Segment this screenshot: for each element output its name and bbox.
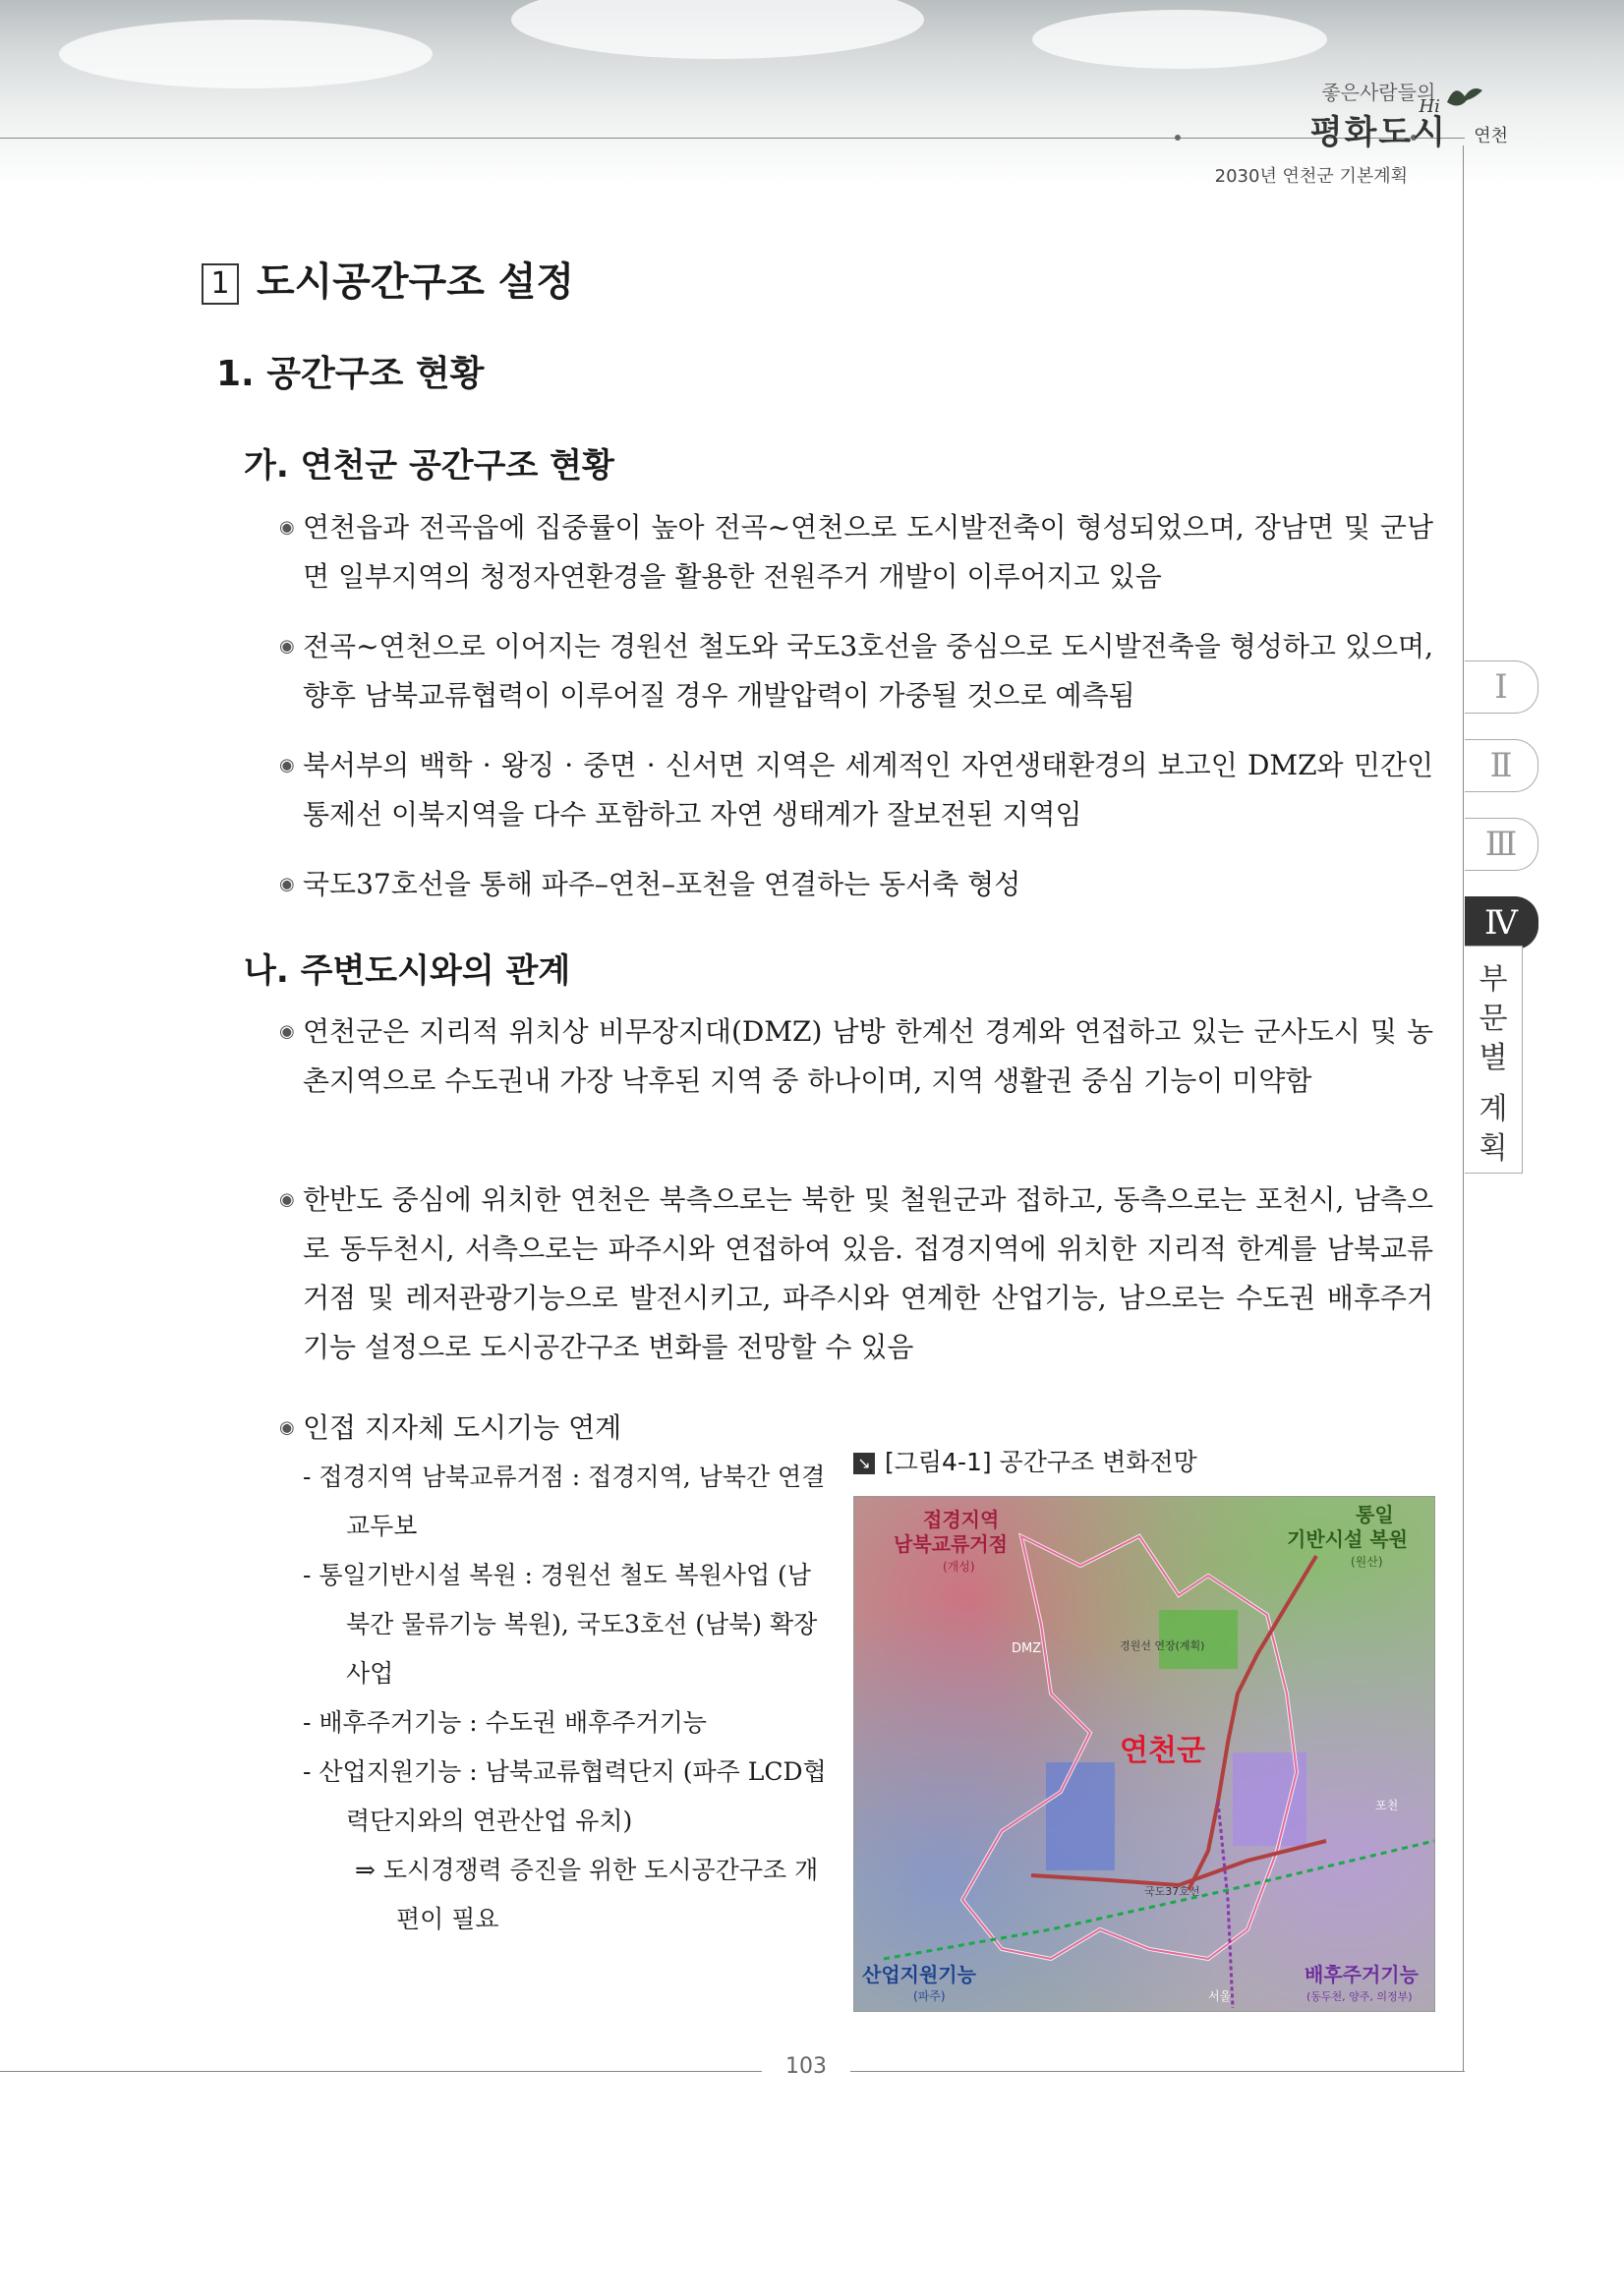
map-label-seoul: 서울 (1208, 1989, 1232, 2003)
figure-caption (853, 1443, 1197, 1478)
bird-logo-icon (1419, 83, 1484, 117)
map-label-dmz: DMZ (1012, 1641, 1042, 1656)
section-heading (202, 251, 574, 307)
chapter-side-label-text (1465, 947, 1522, 1169)
map-label-railway: 경원선 연장(계획) (1120, 1639, 1205, 1652)
bullet-text: 북서부의 백학 · 왕징 · 중면 · 신서면 지역은 세계적인 자연생태환경의 보고인 DMZ와 민간인 통제선 이북지역을 다수 포함하고 자연 생태계가 잘보전된 지역임 (303, 749, 1433, 831)
side-label-char: 계 (1479, 1092, 1508, 1126)
brand-city-text: 연천 (1474, 126, 1508, 146)
map-label-sw: (파주) (913, 1989, 946, 2003)
brand-logo (1309, 77, 1508, 153)
chapter-tab-label: Ⅱ (1489, 746, 1513, 785)
map-label-nw: 남북교류거점 (894, 1532, 1008, 1556)
subsection-heading: 1. 공간구조 현황 (216, 354, 485, 394)
part-b-heading: 나. 주변도시와의 관계 (244, 951, 571, 991)
list-item (279, 741, 1433, 839)
side-label-char: 별 (1479, 1041, 1508, 1075)
brand-small-text: 좋은사람들의 (1321, 81, 1436, 104)
linkage-list (303, 1453, 834, 1944)
list-item (279, 1176, 1433, 1372)
linkage-conclusion: ⇒ 도시경쟁력 증진을 위한 도시공간구조 개편이 필요 (355, 1856, 819, 1933)
spatial-structure-map (853, 1496, 1435, 2012)
bullet-text: 연천군은 지리적 위치상 비무장지대(DMZ) 남방 한계선 경계와 연접하고 있는 군사도시 및 농촌지역으로 수도권내 가장 낙후된 지역 중 하나이며, 지역 생활권 중심 기능이 미약함 (303, 1015, 1433, 1097)
chapter-tab-4[interactable] (1465, 896, 1538, 949)
header-rule-dot (1175, 135, 1181, 141)
bullet-text: 전곡~연천으로 이어지는 경원선 철도와 국도3호선을 중심으로 도시발전축을 형성하고 있으며, 향후 남북교류협력이 이루어질 경우 개발압력이 가중될 것으로 예측됨 (303, 630, 1433, 712)
bullet-icon: ◉ (279, 1417, 295, 1438)
map-label-nw: (개성) (943, 1560, 975, 1574)
chapter-tab-1[interactable] (1465, 660, 1538, 714)
bullet-icon: ◉ (279, 1189, 295, 1210)
section-title: 도시공간구조 설정 (257, 259, 575, 305)
list-item (279, 503, 1433, 602)
chapter-tab-2[interactable] (1465, 739, 1538, 792)
list-item (279, 1007, 1433, 1106)
bullet-text: 연천읍과 전곡읍에 집중률이 높아 전곡~연천으로 도시발전축이 형성되었으며, 장남면 및 군남면 일부지역의 청정자연환경을 활용한 전원주거 개발이 이루어지고 있음 (303, 511, 1433, 593)
map-label-county: 연천군 (1120, 1734, 1205, 1768)
map-label-ne: 기반시설 복원 (1287, 1527, 1408, 1551)
figure-caption-text: [그림4-1] 공간구조 변화전망 (885, 1448, 1197, 1476)
brand-large-text: 평화도시 (1309, 113, 1447, 152)
chapter-tab-3[interactable] (1465, 818, 1538, 871)
bullet-icon: ◉ (279, 874, 295, 894)
document-subtitle: 2030년 연천군 기본계획 (1214, 166, 1408, 187)
map-svg (854, 1497, 1434, 2011)
linkage-item: - 접경지역 남북교류거점 : 접경지역, 남북간 연결 교두보 (303, 1463, 826, 1540)
bullet-icon: ◉ (279, 1021, 295, 1042)
map-label-se: 배후주거기능 (1305, 1963, 1419, 1986)
side-label-char: 문 (1479, 1002, 1508, 1036)
map-label-se: (동두천, 양주, 의정부) (1306, 1990, 1413, 2003)
linkage-item: - 산업지원기능 : 남북교류협력단지 (파주 LCD협력단지와의 연관산업 유치) (303, 1757, 827, 1835)
chapter-tab-label: Ⅲ (1484, 825, 1518, 864)
map-label-ne: 통일 (1356, 1503, 1394, 1526)
chapter-tab-side-label (1465, 946, 1523, 1174)
map-label-route37: 국도37호선 (1144, 1885, 1200, 1898)
bullet-text: 한반도 중심에 위치한 연천은 북측으로는 북한 및 철원군과 접하고, 동측으로는 포천시, 남측으로 동두천시, 서측으로는 파주시와 연접하여 있음. 접경지역에 위치한 지리적 한계를 남북교류거점 및 레저관광기능으로 발전시키고, 파주시와 연계한 산업기능, 남으로는 수도권 배후주거기능 설정으로 도시공간구조 변화를 전망할 수 있음 (303, 1183, 1433, 1363)
map-label-sw: 산업지원기능 (862, 1963, 976, 1986)
linkage-item: - 배후주거기능 : 수도권 배후주거기능 (303, 1708, 707, 1737)
page-frame-right (1463, 145, 1464, 2072)
side-label-char: 부 (1479, 962, 1508, 997)
chapter-tab-label: Ⅳ (1484, 903, 1518, 943)
map-label-ne: (원산) (1351, 1555, 1383, 1569)
arrow-box-icon: ↘ (853, 1453, 875, 1474)
side-label-char: 획 (1479, 1131, 1508, 1166)
list-item (279, 1404, 834, 1453)
map-blue-block (1046, 1762, 1115, 1870)
page-number: 103 (762, 2054, 850, 2079)
list-item (279, 860, 1433, 909)
linkage-title: 인접 지자체 도시기능 연계 (303, 1411, 622, 1444)
bullet-text: 국도37호선을 통해 파주–연천–포천을 연결하는 동서축 형성 (303, 868, 1021, 900)
header-rule (0, 138, 1465, 139)
linkage-item: - 통일기반시설 복원 : 경원선 철도 복원사업 (남북간 물류기능 복원), 국도3호선 (남북) 확장사업 (303, 1561, 818, 1688)
side-label-char (1465, 1078, 1522, 1090)
section-number-box: 1 (202, 263, 239, 305)
brand-hi-text: Hi (1419, 96, 1440, 117)
bullet-icon: ◉ (279, 755, 295, 775)
map-label-pocheon: 포천 (1375, 1799, 1399, 1812)
page-frame-bottom (0, 2071, 1465, 2072)
list-item (279, 622, 1433, 720)
part-a-heading: 가. 연천군 공간구조 현황 (244, 446, 614, 486)
map-label-nw: 접경지역 (923, 1508, 1000, 1531)
chapter-tab-label: Ⅰ (1494, 667, 1508, 707)
bullet-icon: ◉ (279, 517, 295, 538)
bullet-icon: ◉ (279, 636, 295, 657)
